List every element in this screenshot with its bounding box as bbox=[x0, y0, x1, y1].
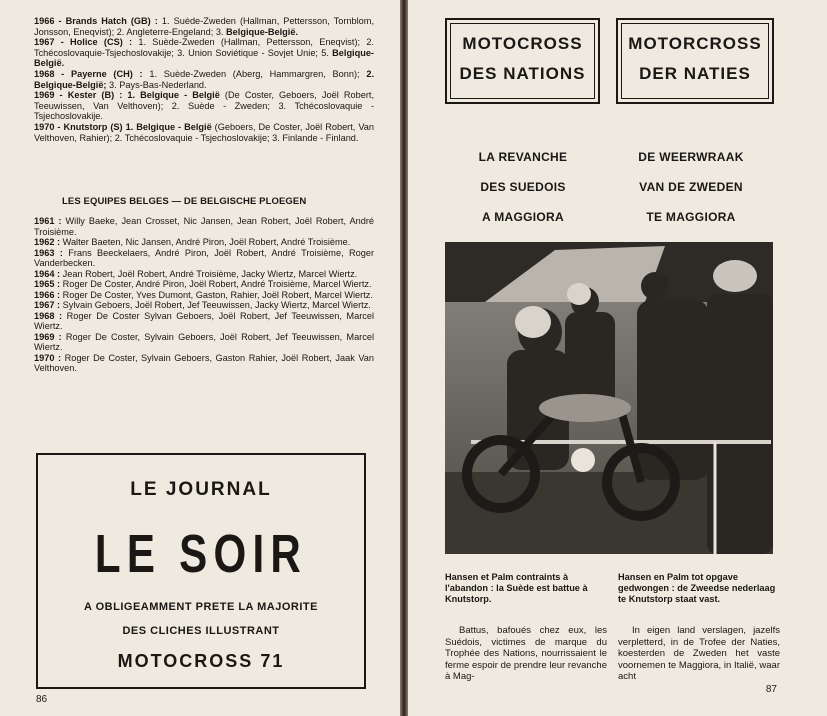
team-1964: 1964 : Jean Robert, Joël Robert, André Troisième, Jacky Wiertz, Marcel Wiertz. bbox=[34, 268, 358, 279]
result-1967: 1967 - Holice (CS) : 1. Suède-Zweden (Hallman, Pettersson, Eneqvist); 2. Tchécoslovaquie-Tsjechoslovakije; 3. Union Soviétique - Sovjet Unie; 5. Belgique-België. bbox=[34, 37, 374, 69]
team-1965: 1965 : Roger De Coster, André Piron, Joël Robert, André Troisième, Marcel Wiertz. bbox=[34, 279, 372, 289]
subhead-fr-line: DES SUEDOIS bbox=[480, 180, 566, 194]
team-1962: 1962 : Walter Baeten, Nic Jansen, André Piron, Joël Robert, André Troisième. bbox=[34, 237, 351, 247]
subhead-nl bbox=[606, 142, 776, 232]
advert-line-4: DES CLICHES ILLUSTRANT bbox=[122, 625, 280, 637]
teams-title: LES EQUIPES BELGES — DE BELGISCHE PLOEGEN bbox=[62, 196, 307, 207]
subhead-nl-line: VAN DE ZWEDEN bbox=[639, 180, 743, 194]
header-box-fr bbox=[445, 18, 600, 104]
subhead-fr-line: LA REVANCHE bbox=[478, 150, 568, 164]
team-1963: 1963 : Frans Beeckelaers, André Piron, Joël Robert, André Troisième, Roger Vanderbecken. bbox=[34, 247, 374, 268]
page-number-right: 87 bbox=[765, 684, 777, 695]
header-box-nl bbox=[616, 18, 774, 104]
team-1966: 1966 : Roger De Coster, Yves Dumont, Gaston, Rahier, Joël Robert, Marcel Wiertz. bbox=[34, 289, 373, 300]
caption-fr: Hansen et Palm contraints à l'abandon : la Suède est battue à Knutstorp. bbox=[445, 572, 588, 604]
result-1968: 1968 - Payerne (CH) : 1. Suède-Zweden (Aberg, Hammargren, Bonn); 2. Belgique-België; 3. Pays-Bas-Nederland. bbox=[34, 68, 374, 90]
book-gutter bbox=[400, 0, 408, 716]
advert-newspaper-name: LE SOIR bbox=[94, 524, 308, 584]
header-fr-line2: DES NATIONS bbox=[459, 64, 586, 83]
motocross-photo bbox=[445, 242, 773, 554]
advert-line-5: MOTOCROSS 71 bbox=[117, 651, 285, 671]
article-body-fr: Battus, bafoués chez eux, les Suédois, victimes de marque du Trophée des Nations, nourrissaient le ferme espoir de prendre leur revanche à Mag- bbox=[445, 625, 607, 682]
advert-line-1: LE JOURNAL bbox=[130, 479, 272, 500]
subhead-fr bbox=[438, 142, 608, 232]
subhead-nl-line: TE MAGGIORA bbox=[646, 210, 736, 224]
team-1970: 1970 : Roger De Coster, Sylvain Geboers, Gaston Rahier, Joël Robert, Jaak Van Velthoven. bbox=[34, 352, 374, 373]
teams-list bbox=[34, 216, 374, 374]
subhead-fr-line: A MAGGIORA bbox=[482, 210, 564, 224]
header-fr-line1: MOTOCROSS bbox=[462, 34, 583, 53]
subhead-nl-line: DE WEERWRAAK bbox=[638, 150, 744, 164]
team-1961: 1961 : Willy Baeke, Jean Crosset, Nic Jansen, Jean Robert, Joël Robert, André Troisième. bbox=[34, 216, 374, 237]
result-1969: 1969 - Kester (B) : 1. Belgique - België (De Coster, Geboers, Joël Robert, Teeuwissen, Van Velthoven); 2. Suède - Zweden; 3. Tchécoslovaquie - Tsjechoslovakije. bbox=[34, 90, 374, 122]
caption-nl: Hansen en Palm tot opgave gedwongen : de Zweedse nederlaag te Knutstorp staat vast. bbox=[618, 572, 776, 604]
result-1966: 1966 - Brands Hatch (GB) : 1. Suède-Zweden (Hallman, Pettersson, Tornblom, Jonsson, Eneqvist); 2. Angleterre-Engeland; 3. Belgique-België. bbox=[34, 16, 374, 37]
result-1970: 1970 - Knutstorp (S) 1. Belgique - België (Geboers, De Coster, Joël Robert, Van Velthoven, Rahier); 2. Tchécoslovaquie - Tsjechoslovakije; 3. Finlande - Finland. bbox=[34, 121, 374, 143]
header-nl-line2: DER NATIES bbox=[639, 64, 751, 83]
right-page bbox=[408, 0, 827, 716]
page-number-left: 86 bbox=[36, 694, 48, 705]
le-soir-advert bbox=[36, 453, 366, 689]
advert-line-3: A OBLIGEAMMENT PRETE LA MAJORITE bbox=[84, 601, 318, 613]
header-nl-line1: MOTORCROSS bbox=[628, 34, 762, 53]
left-page bbox=[0, 0, 400, 716]
article-body-nl: In eigen land verslagen, jazelfs verpletterd, in de Trofee der Naties, koesterden de Zweden het vaste voornemen te Maggiora, in Italië, waar acht bbox=[618, 625, 780, 682]
photo-illustration bbox=[445, 242, 773, 554]
team-1969: 1969 : Roger De Coster, Sylvain Geboers, Joël Robert, Jef Teeuwissen, Marcel Wiertz. bbox=[34, 331, 374, 352]
team-1968: 1968 : Roger De Coster Sylvan Geboers, Joël Robert, Jef Teeuwissen, Marcel Wiertz. bbox=[34, 310, 374, 331]
results-list bbox=[34, 16, 374, 143]
team-1967: 1967 : Sylvain Geboers, Joël Robert, Jef Teeuwissen, Jacky Wiertz, Marcel Wiertz. bbox=[34, 300, 371, 310]
